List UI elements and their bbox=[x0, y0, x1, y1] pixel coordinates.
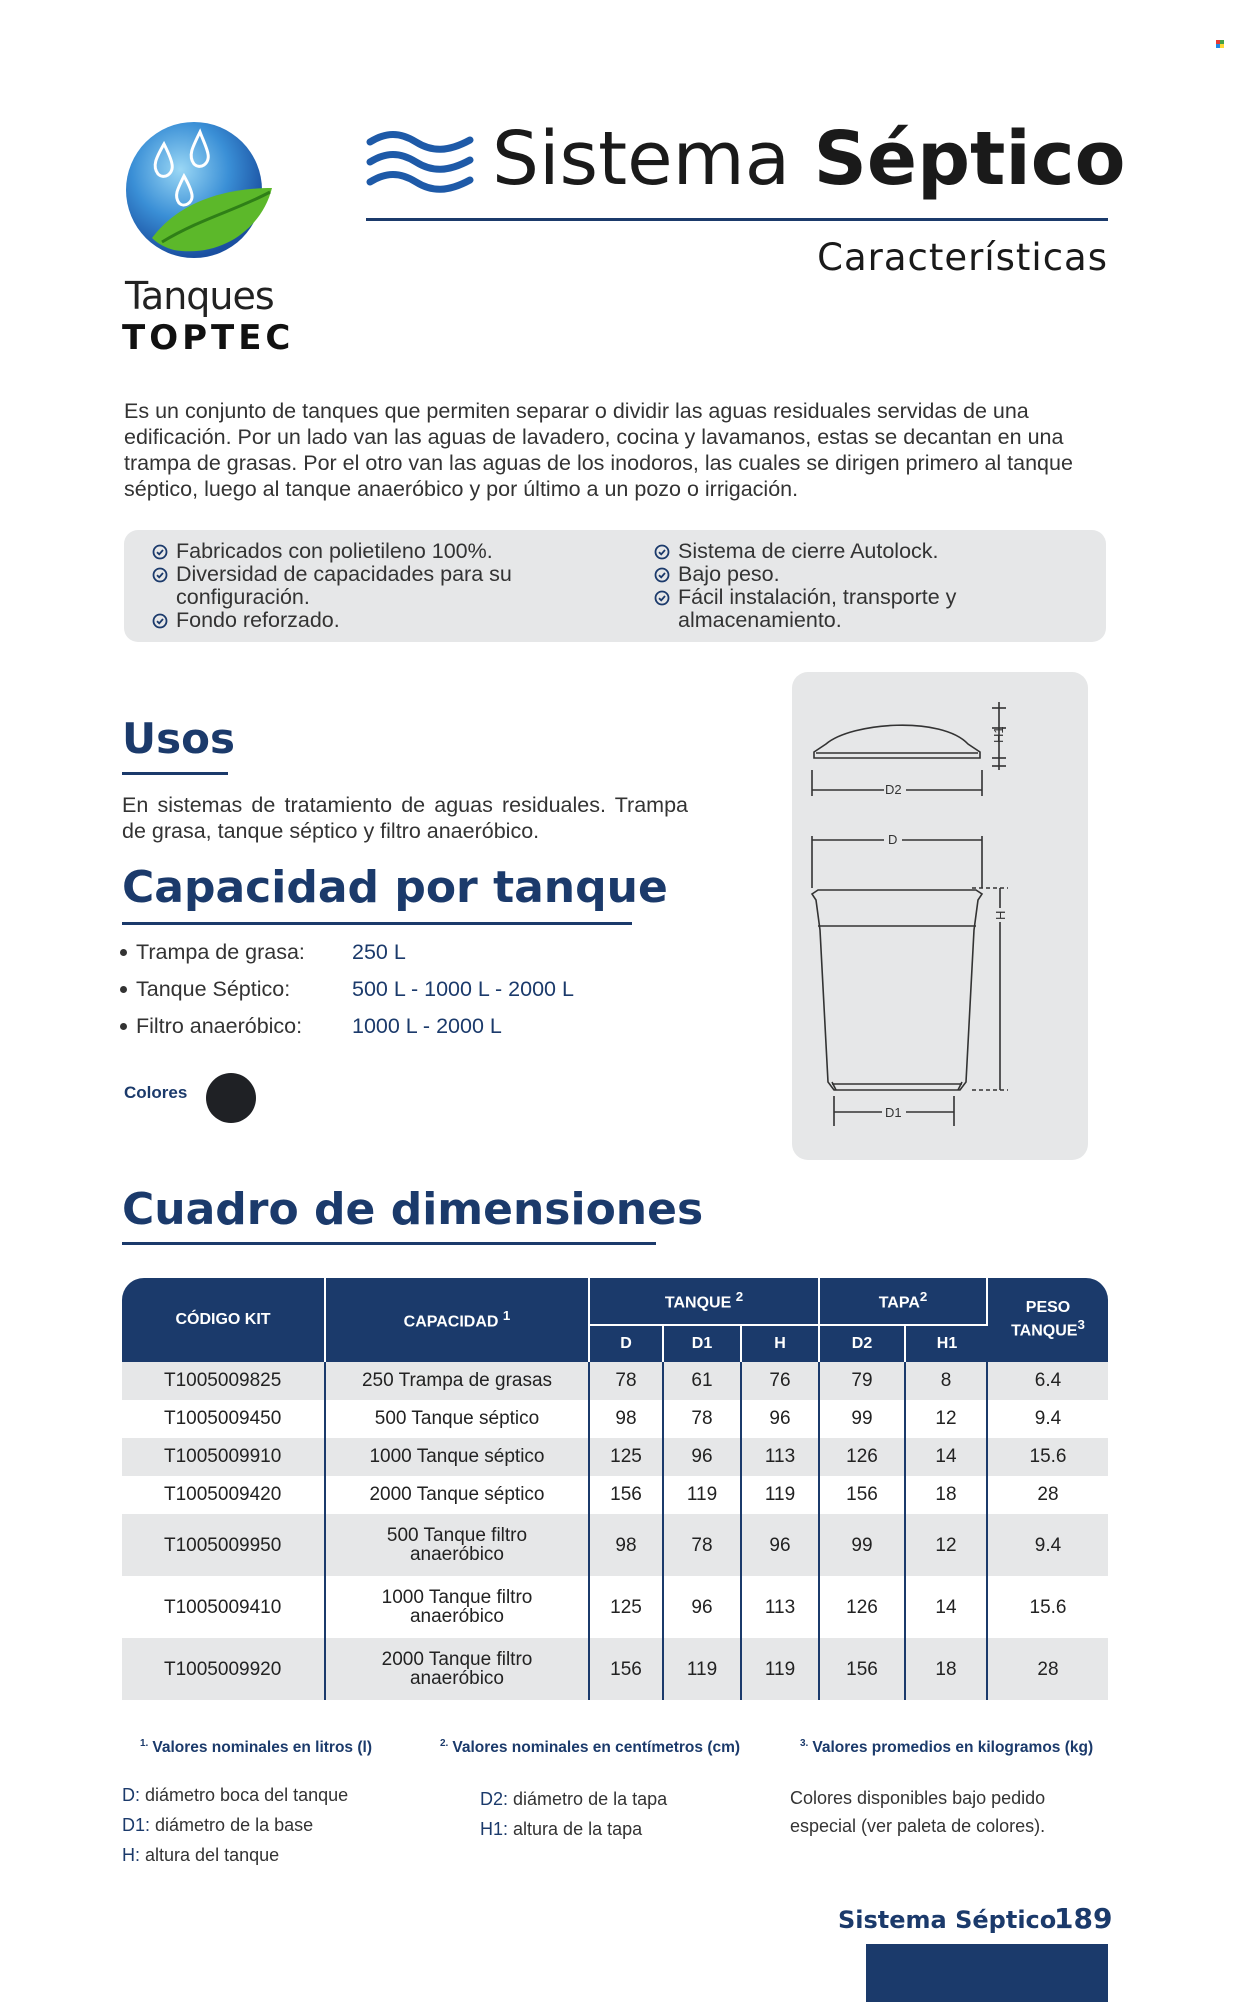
footnote-2: $^{2.}$ Valores nominales en centímetros (cm) bbox=[440, 1738, 741, 1757]
water-waves-icon bbox=[366, 130, 474, 196]
cell-peso: 6.4 bbox=[988, 1362, 1108, 1400]
cell-d2: 99 bbox=[820, 1400, 906, 1438]
header-d: D bbox=[590, 1324, 664, 1362]
header-capacidad: CAPACIDAD $^1$ bbox=[326, 1278, 590, 1362]
page-subtitle: Características bbox=[817, 236, 1108, 279]
legend-colors-note: Colores disponibles bajo pedido especial (ver paleta de colores). bbox=[790, 1788, 1046, 1836]
cell-d: 78 bbox=[590, 1362, 664, 1400]
check-circle-icon bbox=[152, 567, 168, 583]
dimensiones-heading: Cuadro de dimensiones bbox=[122, 1184, 704, 1235]
cell-d2: 156 bbox=[820, 1638, 906, 1700]
capacidad-label: Filtro anaeróbico: bbox=[136, 1014, 303, 1038]
cell-code: T1005009450 bbox=[122, 1400, 326, 1438]
cell-h: 119 bbox=[742, 1638, 820, 1700]
color-swatch-black bbox=[206, 1073, 256, 1123]
cell-peso: 28 bbox=[988, 1638, 1108, 1700]
cell-d1: 78 bbox=[664, 1514, 742, 1576]
feature-item bbox=[152, 563, 592, 609]
bullet-icon bbox=[120, 949, 127, 956]
cell-d2: 126 bbox=[820, 1438, 906, 1476]
feature-text: Fácil instalación, transporte y almacenamiento. bbox=[678, 585, 957, 632]
title-bold: Séptico bbox=[813, 116, 1126, 202]
dimensiones-underline bbox=[122, 1242, 656, 1245]
feature-text: Sistema de cierre Autolock. bbox=[678, 539, 939, 563]
check-circle-icon bbox=[654, 567, 670, 583]
colores-label: Colores bbox=[124, 1083, 188, 1102]
header-h: H bbox=[742, 1324, 820, 1362]
cell-h1: 12 bbox=[906, 1514, 988, 1576]
brand-word-toptec: TOPTEC bbox=[122, 318, 295, 358]
feature-item bbox=[152, 609, 592, 632]
capacidad-label: Tanque Séptico: bbox=[136, 977, 291, 1001]
capacidad-label: Trampa de grasa: bbox=[136, 940, 305, 964]
features-right-column bbox=[654, 540, 1074, 632]
capacidad-heading: Capacidad por tanque bbox=[122, 862, 668, 913]
legend-item: D1: diámetro de la base bbox=[122, 1815, 314, 1835]
cell-d2: 99 bbox=[820, 1514, 906, 1576]
cell-d2: 156 bbox=[820, 1476, 906, 1514]
capacidad-underline bbox=[122, 922, 632, 925]
tank-body-shape bbox=[812, 890, 982, 1090]
usos-underline bbox=[122, 772, 228, 775]
header-peso-tanque: PESO TANQUE$^3$ bbox=[988, 1278, 1108, 1362]
header-tapa: TAPA$^2$ bbox=[820, 1278, 988, 1324]
footer-section-label: Sistema Séptico bbox=[838, 1906, 1057, 1934]
legend-left bbox=[122, 1780, 348, 1870]
cell-d2: 79 bbox=[820, 1362, 906, 1400]
cell-h: 119 bbox=[742, 1476, 820, 1514]
cell-peso: 15.6 bbox=[988, 1438, 1108, 1476]
cell-capacidad: 500 Tanque filtro anaeróbico bbox=[326, 1514, 590, 1576]
diagram-label-d2: D2 bbox=[885, 782, 902, 797]
cell-h1: 14 bbox=[906, 1438, 988, 1476]
cell-h1: 14 bbox=[906, 1576, 988, 1638]
cell-h1: 18 bbox=[906, 1476, 988, 1514]
legend-middle bbox=[480, 1784, 667, 1844]
cell-code: T1005009910 bbox=[122, 1438, 326, 1476]
header-h1: H1 bbox=[906, 1324, 988, 1362]
cell-code: T1005009420 bbox=[122, 1476, 326, 1514]
tank-diagram-panel bbox=[792, 672, 1088, 1160]
table-row bbox=[122, 1438, 1108, 1476]
check-circle-icon bbox=[654, 544, 670, 560]
diagram-label-d1: D1 bbox=[885, 1105, 902, 1120]
table-row bbox=[122, 1400, 1108, 1438]
cell-h: 113 bbox=[742, 1438, 820, 1476]
cell-capacidad: 2000 Tanque séptico bbox=[326, 1476, 590, 1514]
cell-peso: 28 bbox=[988, 1476, 1108, 1514]
cell-d: 125 bbox=[590, 1576, 664, 1638]
bullet-icon bbox=[120, 986, 127, 993]
header-tanque: TANQUE $^2$ bbox=[590, 1278, 820, 1324]
legend-item: H1: altura de la tapa bbox=[480, 1819, 643, 1839]
cell-h: 96 bbox=[742, 1514, 820, 1576]
table-row bbox=[122, 1362, 1108, 1400]
capacidad-value: 500 L - 1000 L - 2000 L bbox=[352, 977, 574, 1001]
features-left-column bbox=[152, 540, 592, 632]
usos-text: En sistemas de tratamiento de aguas residuales. Trampa de grasa, tanque séptico y filtro anaeróbico. bbox=[122, 793, 688, 843]
header-d2: D2 bbox=[820, 1324, 906, 1362]
feature-item bbox=[654, 586, 1074, 632]
check-circle-icon bbox=[152, 544, 168, 560]
cell-d: 125 bbox=[590, 1438, 664, 1476]
table-row bbox=[122, 1476, 1108, 1514]
cell-d1: 119 bbox=[664, 1476, 742, 1514]
diagram-label-d: D bbox=[888, 832, 898, 847]
feature-text: Bajo peso. bbox=[678, 562, 780, 586]
diagram-label-h1: H1 bbox=[991, 726, 1006, 743]
tank-dimension-diagram bbox=[792, 672, 1088, 1160]
footnote-3: $^{3.}$ Valores promedios en kilogramos (kg) bbox=[800, 1738, 1094, 1757]
feature-item bbox=[152, 540, 592, 563]
usos-heading: Usos bbox=[122, 714, 235, 763]
cell-capacidad: 1000 Tanque séptico bbox=[326, 1438, 590, 1476]
cell-capacidad: 2000 Tanque filtro anaeróbico bbox=[326, 1638, 590, 1700]
brand-word-tanques: Tanques bbox=[125, 274, 274, 318]
feature-text: Fabricados con polietileno 100%. bbox=[176, 539, 493, 563]
bullet-icon bbox=[120, 1023, 127, 1030]
capacidad-value: 250 L bbox=[352, 940, 406, 964]
cell-h: 76 bbox=[742, 1362, 820, 1400]
check-circle-icon bbox=[152, 613, 168, 629]
legend-item: H: altura del tanque bbox=[122, 1845, 280, 1865]
cell-h1: 12 bbox=[906, 1400, 988, 1438]
cell-h1: 18 bbox=[906, 1638, 988, 1700]
check-circle-icon bbox=[654, 590, 670, 606]
feature-text: Diversidad de capacidades para su configuración. bbox=[176, 562, 512, 609]
page-title bbox=[492, 116, 1126, 202]
cell-code: T1005009920 bbox=[122, 1638, 326, 1700]
cell-h: 113 bbox=[742, 1576, 820, 1638]
intro-paragraph: Es un conjunto de tanques que permiten separar o dividir las aguas residuales servidas de una edificación. Por un lado van las aguas de lavadero, cocina y lavamanos, estas se decantan en una trampa de grasas. Por el otro van las aguas de los inodoros, las cuales se dirigen primero al tanque séptico, luego al tanque anaeróbico y por último a un pozo o irrigación. bbox=[124, 399, 1073, 501]
dimensions-table bbox=[122, 1278, 1108, 1700]
cell-code: T1005009825 bbox=[122, 1362, 326, 1400]
cell-d1: 61 bbox=[664, 1362, 742, 1400]
feature-item bbox=[654, 540, 1074, 563]
cell-peso: 9.4 bbox=[988, 1514, 1108, 1576]
feature-text: Fondo reforzado. bbox=[176, 608, 340, 632]
features-box bbox=[124, 530, 1106, 642]
footnote-1: $^{1.}$ Valores nominales en litros (l) bbox=[140, 1738, 372, 1757]
capacidad-value: 1000 L - 2000 L bbox=[352, 1014, 502, 1038]
cell-capacidad: 1000 Tanque filtro anaeróbico bbox=[326, 1576, 590, 1638]
table-row bbox=[122, 1638, 1108, 1700]
header-codigo-kit: CÓDIGO KIT bbox=[122, 1278, 326, 1362]
cell-code: T1005009410 bbox=[122, 1576, 326, 1638]
legend-item: D2: diámetro de la tapa bbox=[480, 1789, 668, 1809]
cell-d1: 78 bbox=[664, 1400, 742, 1438]
cell-code: T1005009950 bbox=[122, 1514, 326, 1576]
table-row bbox=[122, 1576, 1108, 1638]
footer-bar bbox=[866, 1944, 1108, 2002]
feature-item bbox=[654, 563, 1074, 586]
table-row bbox=[122, 1514, 1108, 1576]
cell-d1: 96 bbox=[664, 1576, 742, 1638]
title-light: Sistema bbox=[492, 116, 791, 202]
title-divider bbox=[366, 218, 1108, 221]
cell-d1: 119 bbox=[664, 1638, 742, 1700]
cell-d: 156 bbox=[590, 1476, 664, 1514]
cell-d2: 126 bbox=[820, 1576, 906, 1638]
page-number: 189 bbox=[1054, 1902, 1113, 1935]
cell-capacidad: 250 Trampa de grasas bbox=[326, 1362, 590, 1400]
cell-h: 96 bbox=[742, 1400, 820, 1438]
diagram-label-h: H bbox=[993, 910, 1008, 920]
print-mark-icon bbox=[1216, 40, 1224, 48]
legend-item: D: diámetro boca del tanque bbox=[122, 1785, 349, 1805]
cell-d: 156 bbox=[590, 1638, 664, 1700]
header-d1: D1 bbox=[664, 1324, 742, 1362]
cell-d1: 96 bbox=[664, 1438, 742, 1476]
cell-peso: 15.6 bbox=[988, 1576, 1108, 1638]
cell-peso: 9.4 bbox=[988, 1400, 1108, 1438]
cell-capacidad: 500 Tanque séptico bbox=[326, 1400, 590, 1438]
cell-d: 98 bbox=[590, 1400, 664, 1438]
cell-h1: 8 bbox=[906, 1362, 988, 1400]
cell-d: 98 bbox=[590, 1514, 664, 1576]
